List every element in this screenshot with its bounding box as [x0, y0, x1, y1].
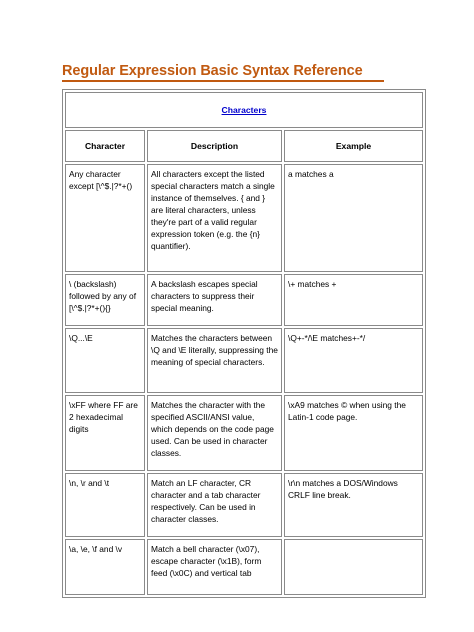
table-row — [65, 473, 423, 537]
table-row — [65, 328, 423, 393]
caption-row — [65, 92, 423, 128]
description-cell: All characters except the listed special characters match a single instance of themselves. { and } are literal characters, unless they're part of a valid regular expression token (e.g. the {n} quantifier). — [147, 164, 282, 272]
description-cell: A backslash escapes special characters to suppress their special meaning. — [147, 274, 282, 326]
header-row — [65, 130, 423, 162]
caption-cell — [65, 92, 423, 128]
description-cell: Matches the character with the specified ASCII/ANSI value, which depends on the code page used. Can be used in character classes. — [147, 395, 282, 471]
header-character: Character — [65, 130, 145, 162]
character-cell: \ (backslash) followed by any of [\^$.|?*+(){} — [65, 274, 145, 326]
example-cell: \xA9 matches © when using the Latin-1 code page. — [284, 395, 423, 471]
character-cell: \n, \r and \t — [65, 473, 145, 537]
page-title: Regular Expression Basic Syntax Reference — [62, 63, 363, 79]
example-cell — [284, 539, 423, 595]
example-cell: \+ matches + — [284, 274, 423, 326]
characters-link[interactable]: Characters — [221, 104, 267, 115]
syntax-reference-table — [62, 89, 426, 598]
header-description: Description — [147, 130, 282, 162]
description-cell: Match an LF character, CR character and a tab character respectively. Can be used in character classes. — [147, 473, 282, 537]
title-divider — [62, 80, 384, 82]
table-row — [65, 274, 423, 326]
table-row — [65, 539, 423, 595]
character-cell: \Q...\E — [65, 328, 145, 393]
header-example: Example — [284, 130, 423, 162]
description-cell: Matches the characters between \Q and \E literally, suppressing the meaning of special characters. — [147, 328, 282, 393]
description-cell: Match a bell character (\x07), escape character (\x1B), form feed (\x0C) and vertical tab — [147, 539, 282, 595]
example-cell: \Q+-*/\E matches+-*/ — [284, 328, 423, 393]
character-cell: \xFF where FF are 2 hexadecimal digits — [65, 395, 145, 471]
character-cell: Any character except [\^$.|?*+() — [65, 164, 145, 272]
table-row — [65, 164, 423, 272]
table-row — [65, 395, 423, 471]
character-cell: \a, \e, \f and \v — [65, 539, 145, 595]
example-cell: \r\n matches a DOS/Windows CRLF line break. — [284, 473, 423, 537]
example-cell: a matches a — [284, 164, 423, 272]
